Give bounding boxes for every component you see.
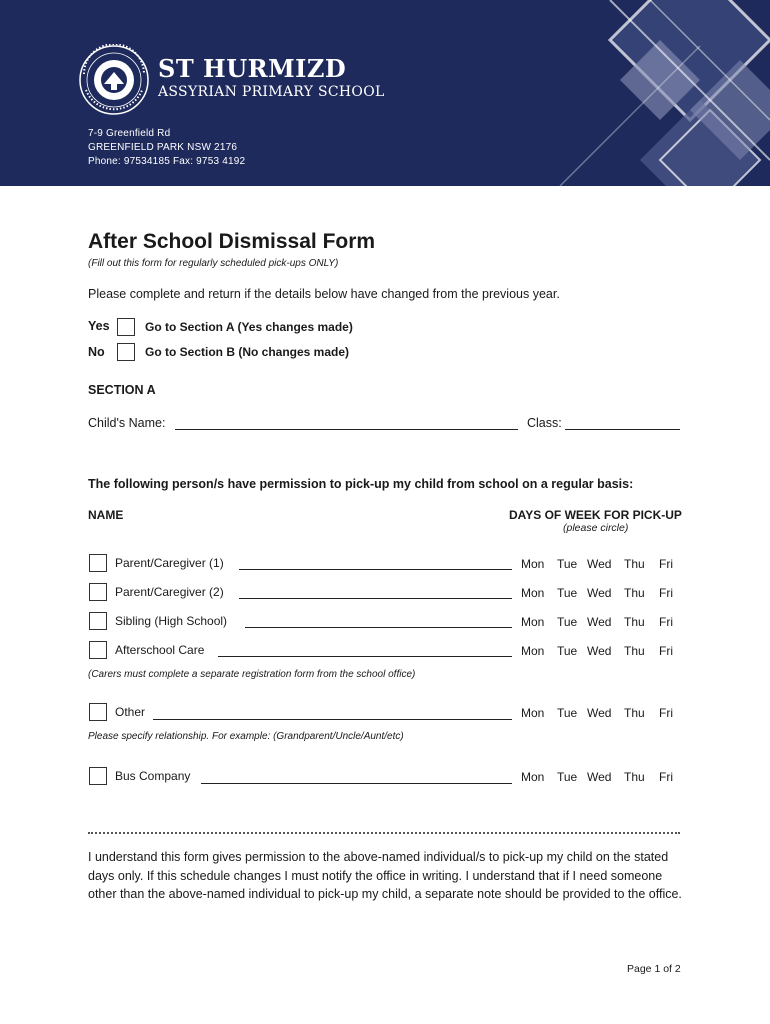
pickup-label-afterschool: Afterschool Care bbox=[115, 643, 205, 657]
page-number: Page 1 of 2 bbox=[627, 963, 681, 975]
pickup-checkbox-parent-1[interactable] bbox=[89, 554, 107, 572]
header-banner bbox=[0, 0, 770, 186]
pickup-name-field-parent-2[interactable] bbox=[239, 598, 512, 599]
day-mon[interactable]: Mon bbox=[521, 586, 545, 600]
day-fri[interactable]: Fri bbox=[659, 706, 673, 720]
pickup-label-other: Other bbox=[115, 705, 146, 719]
class-field[interactable] bbox=[565, 429, 680, 430]
relationship-note: Please specify relationship. For example: (Grandparent/Uncle/Aunt/etc) bbox=[88, 731, 404, 742]
phone-fax: Phone: 97534185 Fax: 9753 4192 bbox=[88, 156, 246, 167]
day-fri[interactable]: Fri bbox=[659, 770, 673, 784]
pickup-checkbox-sibling[interactable] bbox=[89, 612, 107, 630]
school-crest-logo bbox=[78, 44, 150, 116]
no-instruction: Go to Section B (No changes made) bbox=[145, 345, 350, 359]
day-mon[interactable]: Mon bbox=[521, 770, 545, 784]
pickup-checkbox-parent-2[interactable] bbox=[89, 583, 107, 601]
days-column-header: DAYS OF WEEK FOR PICK-UP bbox=[509, 508, 682, 522]
pickup-checkbox-bus[interactable] bbox=[89, 767, 107, 785]
pickup-label-parent-1: Parent/Caregiver (1) bbox=[115, 556, 224, 570]
form-subtitle: (Fill out this form for regularly scheduled pick-ups ONLY) bbox=[88, 258, 339, 269]
child-name-label: Child's Name: bbox=[88, 416, 166, 430]
permission-statement: The following person/s have permission to pick-up my child from school on a regular basis: bbox=[88, 477, 634, 491]
day-tue[interactable]: Tue bbox=[557, 557, 578, 571]
day-tue[interactable]: Tue bbox=[557, 615, 578, 629]
pickup-name-field-bus[interactable] bbox=[201, 783, 512, 784]
day-wed[interactable]: Wed bbox=[587, 615, 612, 629]
day-mon[interactable]: Mon bbox=[521, 615, 545, 629]
address-line-2: GREENFIELD PARK NSW 2176 bbox=[88, 142, 238, 153]
day-thu[interactable]: Thu bbox=[624, 586, 645, 600]
day-wed[interactable]: Wed bbox=[587, 557, 612, 571]
no-checkbox[interactable] bbox=[117, 343, 135, 361]
yes-instruction: Go to Section A (Yes changes made) bbox=[145, 320, 353, 334]
no-label: No bbox=[88, 345, 105, 359]
name-column-header: NAME bbox=[88, 508, 124, 522]
day-fri[interactable]: Fri bbox=[659, 586, 673, 600]
dotted-divider bbox=[88, 832, 680, 834]
yes-checkbox[interactable] bbox=[117, 318, 135, 336]
day-tue[interactable]: Tue bbox=[557, 644, 578, 658]
day-tue[interactable]: Tue bbox=[557, 706, 578, 720]
pickup-checkbox-afterschool[interactable] bbox=[89, 641, 107, 659]
day-thu[interactable]: Thu bbox=[624, 644, 645, 658]
day-wed[interactable]: Wed bbox=[587, 706, 612, 720]
school-subtitle: ASSYRIAN PRIMARY SCHOOL bbox=[158, 84, 385, 100]
day-mon[interactable]: Mon bbox=[521, 706, 545, 720]
day-tue[interactable]: Tue bbox=[557, 770, 578, 784]
day-fri[interactable]: Fri bbox=[659, 557, 673, 571]
day-thu[interactable]: Thu bbox=[624, 615, 645, 629]
class-label: Class: bbox=[527, 416, 562, 430]
day-thu[interactable]: Thu bbox=[624, 706, 645, 720]
pickup-name-field-sibling[interactable] bbox=[245, 627, 512, 628]
carers-note: (Carers must complete a separate registration form from the school office) bbox=[88, 669, 416, 680]
pickup-name-field-other[interactable] bbox=[153, 719, 512, 720]
please-circle-note: (please circle) bbox=[563, 522, 629, 534]
day-wed[interactable]: Wed bbox=[587, 586, 612, 600]
address-line-1: 7-9 Greenfield Rd bbox=[88, 128, 171, 139]
school-name: ST HURMIZD bbox=[158, 54, 347, 83]
day-fri[interactable]: Fri bbox=[659, 615, 673, 629]
consent-statement: I understand this form gives permission to the above-named individual/s to pick-up my child on the stated days only. If this schedule changes I must notify the office in writing. I understand that if I need someone other than the above-named individual to pick-up my child, a separate note should be provided to the office. bbox=[88, 850, 682, 901]
day-wed[interactable]: Wed bbox=[587, 770, 612, 784]
day-mon[interactable]: Mon bbox=[521, 557, 545, 571]
pickup-name-field-parent-1[interactable] bbox=[239, 569, 512, 570]
yes-label: Yes bbox=[88, 319, 110, 333]
form-title: After School Dismissal Form bbox=[88, 230, 376, 253]
pickup-checkbox-other[interactable] bbox=[89, 703, 107, 721]
day-fri[interactable]: Fri bbox=[659, 644, 673, 658]
day-thu[interactable]: Thu bbox=[624, 557, 645, 571]
pickup-label-bus: Bus Company bbox=[115, 769, 191, 783]
day-wed[interactable]: Wed bbox=[587, 644, 612, 658]
form-intro: Please complete and return if the details below have changed from the previous year. bbox=[88, 287, 560, 301]
pickup-label-parent-2: Parent/Caregiver (2) bbox=[115, 585, 224, 599]
day-tue[interactable]: Tue bbox=[557, 586, 578, 600]
day-thu[interactable]: Thu bbox=[624, 770, 645, 784]
child-name-field[interactable] bbox=[175, 429, 518, 430]
day-mon[interactable]: Mon bbox=[521, 644, 545, 658]
pickup-label-sibling: Sibling (High School) bbox=[115, 614, 228, 628]
section-a-heading: SECTION A bbox=[88, 383, 156, 397]
pickup-name-field-afterschool[interactable] bbox=[218, 656, 512, 657]
